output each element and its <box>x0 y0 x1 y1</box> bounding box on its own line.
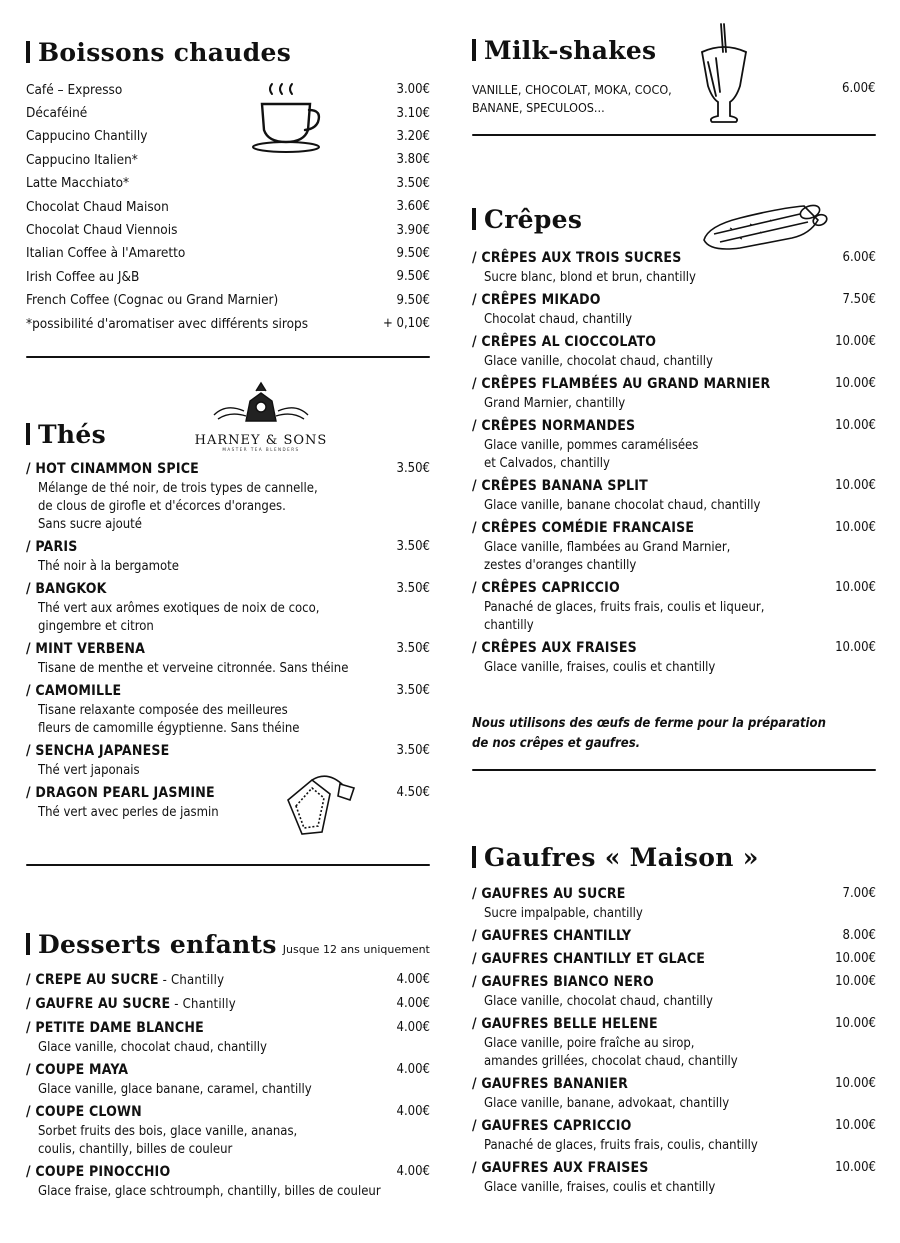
list-item: / BANGKOK Thé vert aux arômes exotiques de noix de coco, gingembre et citron 3.50€ <box>26 581 430 634</box>
list-item: / GAUFRES AU SUCRE Sucre impalpable, chantilly 7.00€ <box>472 886 876 921</box>
list-item: / CRÊPES BANANA SPLIT Glace vanille, banane chocolat chaud, chantilly 10.00€ <box>472 478 876 513</box>
list-item: Chocolat Chaud Viennois 3.90€ <box>26 222 430 239</box>
list-item: / CRÊPES NORMANDES Glace vanille, pommes caramélisées et Calvados, chantilly 10.00€ <box>472 418 876 471</box>
milkshake-glass-icon <box>694 22 754 128</box>
list-item: / HOT CINAMMON SPICE Mélange de thé noir, de trois types de cannelle, de clous de girofle et d'écorces d'oranges. Sans sucre ajouté 3.50€ <box>26 461 430 532</box>
list-item: Chocolat Chaud Maison 3.60€ <box>26 198 430 215</box>
tea-bag-icon <box>282 772 362 842</box>
list-item: / CRÊPES AL CIOCCOLATO Glace vanille, chocolat chaud, chantilly 10.00€ <box>472 334 876 369</box>
list-item: French Coffee (Cognac ou Grand Marnier) 9.50€ <box>26 292 430 309</box>
boissons-list <box>26 78 430 335</box>
list-item: / CAMOMILLE Tisane relaxante composée des meilleures fleurs de camomille égyptienne. Sans théine 3.50€ <box>26 683 430 736</box>
desserts-list <box>26 970 430 1204</box>
crepe-rolls-icon <box>700 198 830 254</box>
divider <box>26 864 430 866</box>
section-title-milkshakes: Milk-shakes <box>472 36 656 65</box>
list-item: / GAUFRES BIANCO NERO Glace vanille, chocolat chaud, chantilly 10.00€ <box>472 974 876 1009</box>
divider <box>472 134 876 136</box>
list-item: / GAUFRES CHANTILLY ET GLACE 10.00€ <box>472 951 876 967</box>
thes-list <box>26 459 430 825</box>
list-item: / GAUFRE AU SUCRE - Chantilly 4.00€ <box>26 996 430 1012</box>
milkshakes-price: 6.00€ <box>842 81 876 96</box>
list-item: / COUPE CLOWN Sorbet fruits des bois, glace vanille, ananas, coulis, chantilly, billes de couleur 4.00€ <box>26 1104 430 1157</box>
section-title-gaufres: Gaufres « Maison » <box>472 843 759 872</box>
divider <box>26 356 430 358</box>
list-item: *possibilité d'aromatiser avec différents sirops + 0,10€ <box>26 315 430 332</box>
section-title-thes: Thés <box>26 420 106 449</box>
list-item: / DRAGON PEARL JASMINE Thé vert avec perles de jasmin 4.50€ <box>26 785 430 820</box>
list-item: / CRÊPES AUX FRAISES Glace vanille, fraises, coulis et chantilly 10.00€ <box>472 640 876 675</box>
list-item: Café – Expresso 3.00€ <box>26 81 430 98</box>
milkshakes-desc: VANILLE, CHOCOLAT, MOKA, COCO, BANANE, SPECULOOS... <box>472 82 672 115</box>
crepes-note: Nous utilisons des œufs de ferme pour la préparation de nos crêpes et gaufres. <box>472 716 826 751</box>
list-item: / MINT VERBENA Tisane de menthe et verveine citronnée. Sans théine 3.50€ <box>26 641 430 676</box>
list-item: / GAUFRES BANANIER Glace vanille, banane, advokaat, chantilly 10.00€ <box>472 1076 876 1111</box>
section-title-crepes: Crêpes <box>472 205 582 234</box>
list-item: / PETITE DAME BLANCHE Glace vanille, chocolat chaud, chantilly 4.00€ <box>26 1020 430 1055</box>
list-item: / GAUFRES CHANTILLY 8.00€ <box>472 928 876 944</box>
list-item: / PARIS Thé noir à la bergamote 3.50€ <box>26 539 430 574</box>
gaufres-list <box>472 884 876 1200</box>
list-item: / CREPE AU SUCRE - Chantilly 4.00€ <box>26 972 430 988</box>
list-item: Latte Macchiato* 3.50€ <box>26 175 430 192</box>
section-title-desserts: Desserts enfants Jusque 12 ans uniquement <box>26 930 430 959</box>
list-item: / CRÊPES FLAMBÉES AU GRAND MARNIER Grand Marnier, chantilly 10.00€ <box>472 376 876 411</box>
list-item: / GAUFRES CAPRICCIO Panaché de glaces, fruits frais, coulis, chantilly 10.00€ <box>472 1118 876 1153</box>
list-item: / COUPE PINOCCHIO Glace fraise, glace schtroumph, chantilly, billes de couleur 4.00€ <box>26 1164 430 1199</box>
list-item: / CRÊPES CAPRICCIO Panaché de glaces, fruits frais, coulis et liqueur, chantilly 10.00€ <box>472 580 876 633</box>
list-item: / CRÊPES COMÉDIE FRANCAISE Glace vanille, flambées au Grand Marnier, zestes d'oranges chantilly 10.00€ <box>472 520 876 573</box>
section-title-boissons: Boissons chaudes <box>26 38 291 67</box>
list-item: Italian Coffee à l'Amaretto 9.50€ <box>26 245 430 262</box>
list-item: / COUPE MAYA Glace vanille, glace banane, caramel, chantilly 4.00€ <box>26 1062 430 1097</box>
list-item: / SENCHA JAPANESE Thé vert japonais 3.50€ <box>26 743 430 778</box>
list-item: / CRÊPES MIKADO Chocolat chaud, chantilly 7.50€ <box>472 292 876 327</box>
list-item: / CRÊPES AUX TROIS SUCRES Sucre blanc, blond et brun, chantilly 6.00€ <box>472 250 876 285</box>
list-item: Cappucino Chantilly 3.20€ <box>26 128 430 145</box>
list-item: / GAUFRES BELLE HELENE Glace vanille, poire fraîche au sirop, amandes grillées, chocolat chaud, chantilly 10.00€ <box>472 1016 876 1069</box>
list-item: Décaféiné 3.10€ <box>26 105 430 122</box>
list-item: Irish Coffee au J&B 9.50€ <box>26 268 430 285</box>
crest-icon <box>206 381 316 429</box>
divider <box>472 769 876 771</box>
list-item: / GAUFRES AUX FRAISES Glace vanille, fraises, coulis et chantilly 10.00€ <box>472 1160 876 1195</box>
list-item: Cappucino Italien* 3.80€ <box>26 151 430 168</box>
harney-sons-logo: HARNEY & SONS MASTER TEA BLENDERS <box>190 381 332 453</box>
crepes-list <box>472 248 876 680</box>
